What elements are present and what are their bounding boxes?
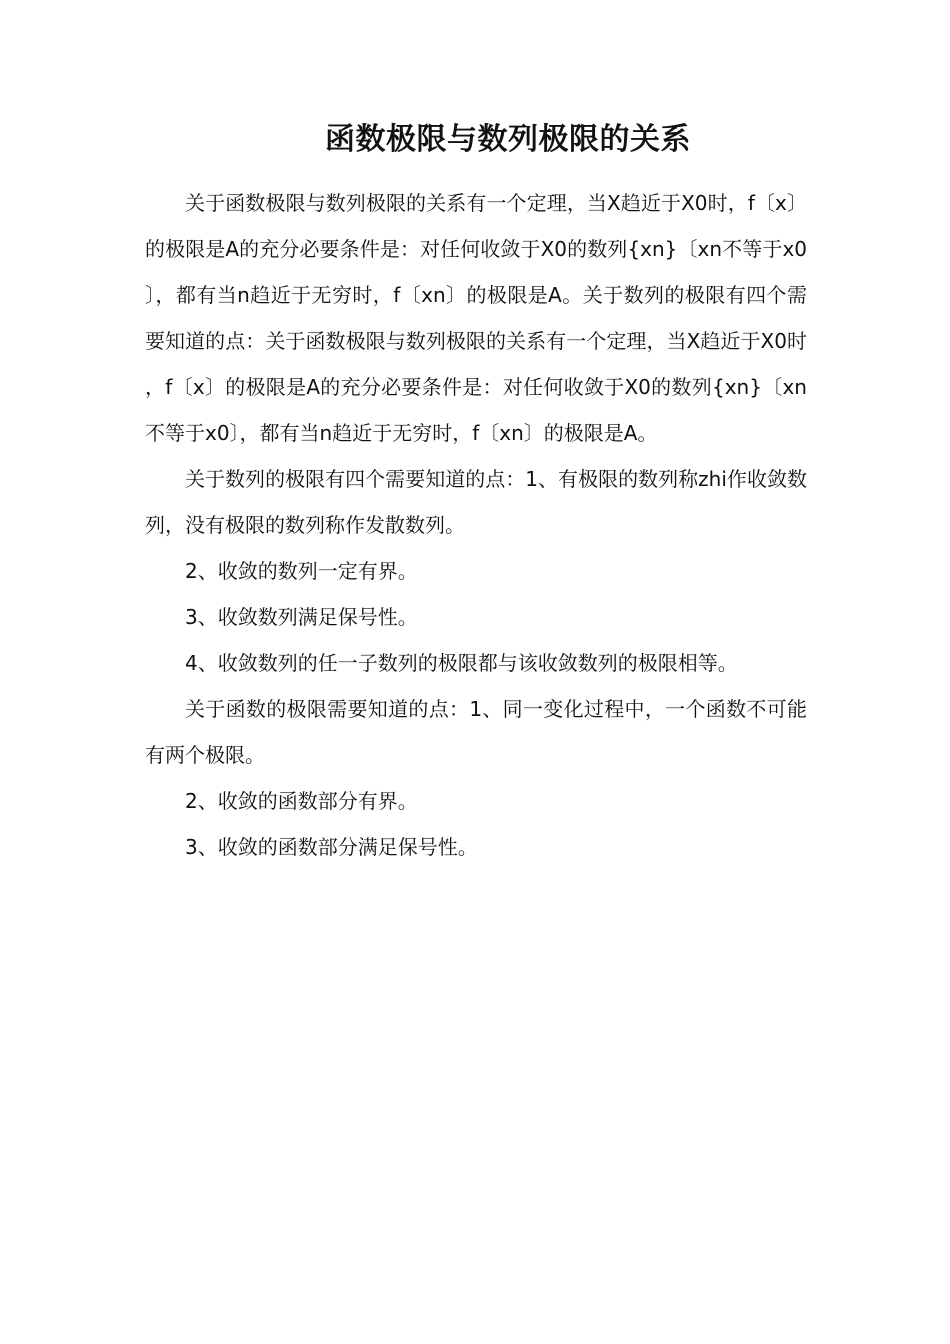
document-body	[145, 180, 807, 870]
document-title: 函数极限与数列极限的关系	[325, 122, 691, 157]
paragraph-sequence-point-2: 2、收敛的数列一定有界。	[185, 559, 418, 583]
paragraph-theorem: 关于函数极限与数列极限的关系有一个定理，当X趋近于X0时，f〔x〕的极限是A的充分必要条件是：对任何收敛于X0的数列{xn}〔xn不等于x0〕，都有当n趋近于无穷时，f〔xn〕的极限是A。关于数列的极限有四个需要知道的点：关于函数极限与数列极限的关系有一个定理，当X趋近于X0时，f〔x〕的极限是A的充分必要条件是：对任何收敛于X0的数列{xn}〔xn不等于x0〕，都有当n趋近于无穷时，f〔xn〕的极限是A。	[145, 191, 807, 445]
paragraph-function-point-3: 3、收敛的函数部分满足保号性。	[185, 835, 478, 859]
paragraph-sequence-intro: 关于数列的极限有四个需要知道的点：1、有极限的数列称zhi作收敛数列，没有极限的数列称作发散数列。	[145, 467, 807, 537]
paragraph-function-intro: 关于函数的极限需要知道的点：1、同一变化过程中，一个函数不可能有两个极限。	[145, 697, 807, 767]
paragraph-function-point-2: 2、收敛的函数部分有界。	[185, 789, 418, 813]
paragraph-sequence-point-4: 4、收敛数列的任一子数列的极限都与该收敛数列的极限相等。	[185, 651, 738, 675]
paragraph-sequence-point-3: 3、收敛数列满足保号性。	[185, 605, 418, 629]
